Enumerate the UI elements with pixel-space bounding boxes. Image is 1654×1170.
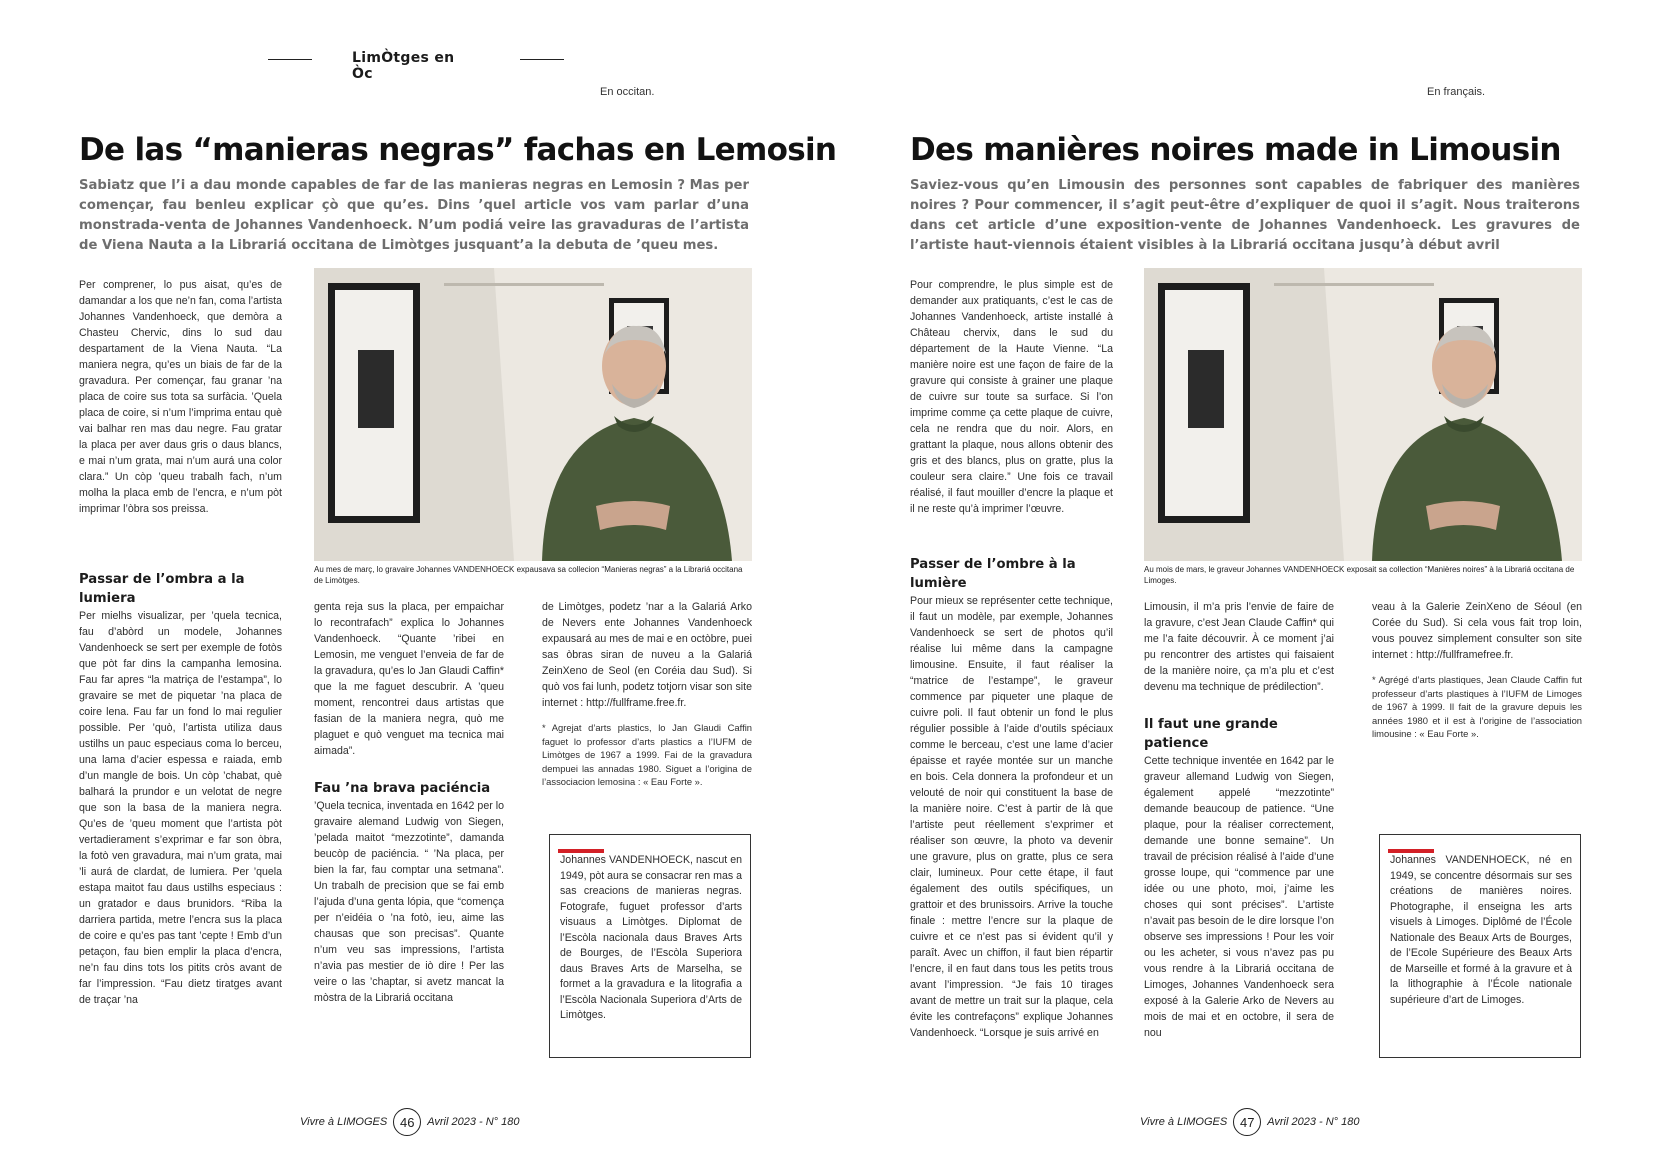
paragraph: veau à la Galerie ZeinXeno de Séoul (en Corée du Sud). Si cela vous fait trop loin, vous pouvez simplement consulter son site internet : http://fullframefree.fr. — [1372, 601, 1582, 661]
artist-photo — [314, 268, 752, 561]
column-3 — [542, 599, 752, 789]
paragraph: Pour comprendre, le plus simple est de demander aux pratiquants, c’est le cas de Johannes Vandenhoeck, artiste installé à Château chervix, dans le sud du département de la Haute Vienne. “La manière noire est une façon de faire de la gravure qui consiste à grainer une plaque de cuivre sur toute sa surface. Si l’on imprime comme ça cette plaque de cuivre, cela ne rendra que du noir. Alors, en grattant la plaque, nous allons obtenir des gris et des blancs, plus on gratte, plus la couleur sera claire.” Une fois ce travail réalisé, il faut mouiller d’encre la plaque et il ne reste qu’à imprimer l’œuvre. — [910, 279, 1113, 515]
language-label: En occitan. — [600, 86, 655, 98]
page-number: 47 — [1233, 1108, 1261, 1136]
article-intro: Sabiatz que l’i a dau monde capables de far de las manieras negras en Lemosin ? Mas per començar, fau benleu explicar çò que qu’es. Dins ’quel article vos vam parlar d’una monstrada-venta de Johannes Vandenhoeck. N’um podiá veire las gravaduras de l’artista de Viena Nauta a la Librariá occitana de Limòtges jusquant’a la debuta de ’queu mes. — [79, 178, 749, 253]
page-footer — [1140, 1108, 1359, 1136]
paragraph: Pour mieux se représenter cette technique, il faut un modèle, par exemple, Johannes Vandenhoeck se sert de photos qu’il réalise lui même dans la campagne limousine. Ensuite, il faut réaliser la “matrice de l’estampe”, le graveur commence par piqueter une plaque de cuivre poli. Il faut obtenir un fond le plus régulier possible à l’aide d’outils spéciaux comme le berceau, c’est une lame d’acier épaisse et rayée montée sur un manche en bois. Cela donnera la profondeur et un velouté de noir qui constituent la base de la manière noire. C’est à partir de là que l’artiste peut réellement s’exprimer et réaliser son œuvre, la photo va devenir une gravure, plus on gratte, plus ce sera clair, lumineux. Pour cette étape, il faut également des outils spécifiques, un grattoir et des brunissoirs. Arrive la touche finale : mettre l’encre sur la plaque de cuivre et ce n’est pas si évident qu’il y paraît. Avec un chiffon, il faut bien répartir l’encre, il en faut dans tous les petits trous avant l’impression. “Je fais 10 tirages avant de mettre un trait sur la plaque, cela évite les contrefaçons” explique Johannes Vandenhoeck. “Lorsque je suis arrivé en — [910, 595, 1113, 1039]
subheading: Passar de l’ombra a la lumiera — [79, 572, 245, 606]
paragraph: Per mielhs visualizar, per ’quela tecnica, fau d’abòrd un modele, Johannes Vandenhoeck se sert per exemple de fotòs que pòt far dins la campanha lemosina. Fau far apres “la matriça de l’estampa”, lo gravaire se met de piquetar ’na placa de coire lena. Fau far un fond lo mai regulier possible. Per ’quò, l’artista utiliza daus ustilhs un pauc especiaus coma lo berceu, una lama d’acier espessa e raiada, emb d’un mangle de bois. Un còp ’chabat, què balhará la prundor e un velotat de negre que son la basa de la maniera negra. Qu’es de ’queu moment que l’artista pòt vertadierament s’exprimar e far son òbra, la fotò ven gravadura, mai n’um grata, mai ’li aurá de clardat, de lumiera. Per ’quela estapa maitot fau daus ustilhs especiaus : un gratador e daus brunidors. “Riba la darriera partida, metre l’encra sus la placa de coire e qu’es pas tant ’cepte ! Emb d’un petaçon, fau bien emplir la placa d’encra, ne’n fau dins tots los pitits cròs avant de far l’impression. “Fau dietz tiratges avant de traçar ’na — [79, 610, 282, 1006]
bio-text: Johannes VANDENHOECK, nascut en 1949, pòt aura se consacrar ren mas a sas creacions de manieras negras. Fotografe, fuguet professor d’arts visuaus a Limòtges. Diplomat de l’Escòla nacionala daus Braves Arts de Bourges, de l’Escòla Superiora daus Braves Arts de Marselha, se formet a la gravadura e la litografia a l’Escòla Nacionala Superiora d’Arts de Limòtges. — [560, 854, 742, 1021]
paragraph: ’Quela tecnica, inventada en 1642 per lo gravaire alemand Ludwig von Siegen, ’pelada maitot “mezzotinte”, damanda beucòp de paciéncia. “ ’Na placa, per bien la far, fau comptar una setmana”. Un trabalh de precision que se fai emb l’ajuda d’una genta lópia, que “comença per n’eidéia o ’na fotò, ieu, aime las chausas que son precisas”. Quante n’um veu sas impressions, l’artista n’avia pas mestier de iò dire ! Per las veire o las ’chaptar, si avetz mancat la mòstra de la Librariá occitana — [314, 800, 504, 1004]
subheading: Fau ’na brava paciéncia — [314, 781, 491, 796]
rubric-line-left — [268, 59, 312, 60]
column-3 — [1372, 599, 1582, 741]
page-number: 46 — [393, 1108, 421, 1136]
page-footer — [300, 1108, 519, 1136]
footnote: * Agrejat d’arts plastics, lo Jan Glaudi Caffin faguet lo professor d’arts plastics a l’IUFM de Limòtges de 1967 a 1999. Fai de la gravadura dempuei las annadas 1980. Siguet a l’origina de l’associacion lemosina : « Eau Forte ». — [542, 722, 752, 787]
subheading: Passer de l’ombre à la lumière — [910, 557, 1076, 591]
column-2 — [314, 599, 504, 1006]
issue-info: Avril 2023 - N° 180 — [1267, 1116, 1360, 1128]
column-1-bottom — [79, 570, 282, 1008]
paragraph: Per comprener, lo pus aisat, qu’es de damandar a los que ne’n fan, coma l’artista Johannes Vandenhoeck, que demòra a Chasteu Chervic, dins lo sud dau despartament de la Viena Nauta. “La maniera negra, qu’es un biais de far de la gravadura. Per començar, fau granar ’na placa de coire sus tota sa surfàcia. ’Quela placa de coire, si n’um l’imprima entau què vai balhar ren mas dau negre. Fau gratar la placa per aver daus gris o daus blancs, e mai n’um grata, mai n’um aurá una color clara.” Un còp ’queu trabalh fach, n’um molha la placa emb de l’encra, e n’um pòt imprimar l’òbra sos preissa. — [79, 279, 282, 515]
photo-illustration — [314, 268, 752, 561]
column-1-top — [910, 277, 1113, 517]
article-intro: Saviez-vous qu’en Limousin des personnes sont capables de fabriquer des manières noires ? Pour commencer, il s’agit peut-être d’expliquer de quoi il s’agit. Nous traiterons dans cet article d’une exposition-vente de Johannes Vandenhoeck. Les gravures de l’artiste haut-viennois étaient visibles à la Librariá occitana jusqu’à début avril — [910, 178, 1580, 253]
paragraph: de Limòtges, podetz ’nar a la Galariá Arko de Nevers ente Johannes Vandenhoeck expausará au mes de mai e en octòbre, puei sas òbras siran de nuveu a la Galariá ZeinXeno de Seol (en Coréia dau Sud). Si quò vos fai lunh, podetz totjorn visar son site internet : http://fullframe.free.fr. — [542, 601, 752, 709]
accent-bar — [558, 849, 604, 853]
rubric-line-right — [520, 59, 564, 60]
magazine-name: Vivre à LIMOGES — [300, 1116, 388, 1128]
section-rubric: LimÒtges en Òc — [352, 50, 455, 82]
photo-caption: Au mes de març, lo gravaire Johannes VANDENHOECK expausava sa collecion “Manieras negras” a la Librariá occitana de Limòtges. — [314, 565, 743, 585]
bio-text: Johannes VANDENHOECK, né en 1949, se concentre désormais sur ses créations de manières noires. Photographe, il enseigna les arts visuels à Limoges. Diplômé de l’École Nationale des Beaux Arts de Bourges, de l’Ecole Supérieure des Beaux Arts de Marseille et formé à la gravure et à la lithographie à l’École nationale supérieure d’art de Limoges. — [1390, 854, 1572, 1006]
photo-caption: Au mois de mars, le graveur Johannes VANDENHOECK exposait sa collection “Manières noires” à la Librariá occitana de Limoges. — [1144, 565, 1575, 585]
issue-info: Avril 2023 - N° 180 — [427, 1116, 520, 1128]
bio-box — [1379, 834, 1581, 1058]
photo-illustration — [1144, 268, 1582, 561]
paragraph: Cette technique inventée en 1642 par le graveur allemand Ludwig von Siegen, également appelé “mezzotinte” demande beaucoup de patience. “Une plaque, pour la réaliser correctement, demande une bonne semaine”. Un travail de précision réalisé à l’aide d’une grosse loupe, qui “commence par une idée ou une photo, moi, j’aime les choses qui sont précises”. L’artiste n’avait pas besoin de le dire lorsque l’on observe ses impressions ! Pour les voir ou les acheter, si vous n’avez pas pu vous rendre à la Librariá occitana de Limoges, Johannes Vandenhoeck sera exposé à la Galerie Arko de Nevers au mois de mai et en octobre, il sera de nou — [1144, 755, 1334, 1039]
article-headline: De las “manieras negras” fachas en Lemosin — [79, 132, 837, 168]
paragraph: genta reja sus la placa, per empaichar lo recontrafach” explica lo Johannes Vandenhoeck. “Quante ’ribei en Lemosin, me venguet l’enveia de far de la gravadura, qu’es lo Jan Glaudi Caffin* que la me faguet descubrir. A ’queu moment, rencontrei daus artistas que fasian de la maniera negra, quò me plaguet e quò venguet ma tecnica mai aimada”. — [314, 601, 504, 757]
article-headline: Des manières noires made in Limousin — [910, 132, 1561, 168]
magazine-name: Vivre à LIMOGES — [1140, 1116, 1228, 1128]
column-1-top — [79, 277, 282, 517]
column-2 — [1144, 599, 1334, 1041]
page-47 — [827, 0, 1654, 1170]
subheading: Il faut une grande patience — [1144, 717, 1278, 751]
accent-bar — [1388, 849, 1434, 853]
artist-photo — [1144, 268, 1582, 561]
paragraph: Limousin, il m’a pris l’envie de faire de la gravure, c’est Jean Claude Caffin* qui me l’a faite découvrir. À ce moment j’ai pu rencontrer des artistes qui faisaient de la manière noire, ça m’a plu et c’est devenu ma technique de prédilection”. — [1144, 601, 1334, 693]
language-label: En français. — [1427, 86, 1486, 98]
bio-box — [549, 834, 751, 1058]
footnote: * Agrégé d’arts plastiques, Jean Claude Caffin fut professeur d’arts plastiques à l’IUFM de Limoges de 1967 à 1999. Il fait de la gravure depuis les années 1980 et il est à l’origine de l’association limousine : « Eau Forte ». — [1372, 674, 1582, 739]
column-1-bottom — [910, 555, 1113, 1041]
